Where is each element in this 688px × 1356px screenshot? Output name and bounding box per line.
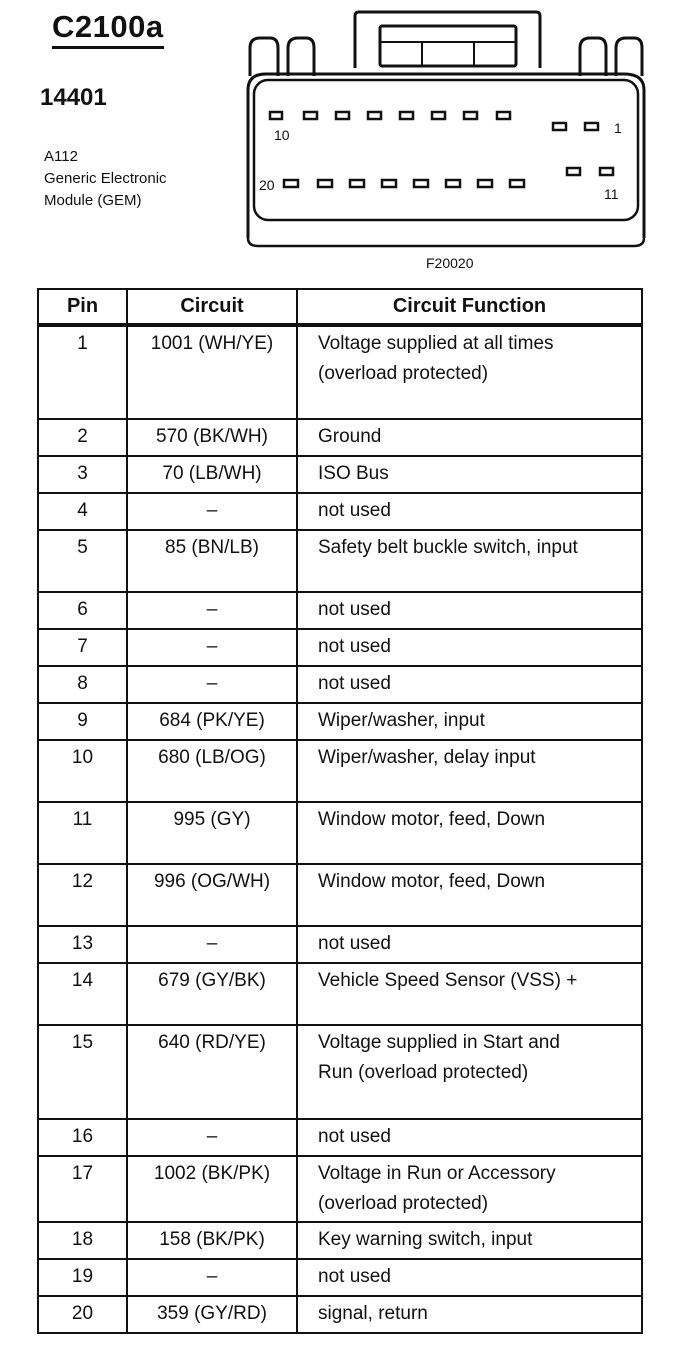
table-row [38,629,642,666]
circuit-function-line: Ground [318,426,382,447]
pin-cavity [336,112,349,119]
connector-face-diagram [240,8,650,248]
circuit-function-line: Wiper/washer, input [318,710,485,731]
circuit-code: 1001 (WH/YE) [127,325,297,419]
circuit-function [297,629,642,666]
table-row [38,493,642,530]
pin-number: 13 [38,926,127,963]
pin-number: 15 [38,1025,127,1119]
circuit-function-line: Safety belt buckle switch, input [318,537,578,558]
pin-cavity [318,180,332,187]
pin-cavity [304,112,317,119]
circuit-code: 359 (GY/RD) [127,1296,297,1333]
circuit-function [297,456,642,493]
pin-cavity [497,112,510,119]
pin-number: 7 [38,629,127,666]
connector-id: C2100a [52,10,164,49]
circuit-code: 680 (LB/OG) [127,740,297,802]
pin-number: 6 [38,592,127,629]
connector-body [248,74,644,238]
pin-cavity [400,112,413,119]
table-row [38,1156,642,1222]
circuit-function-line: (overload protected) [318,1193,489,1214]
circuit-function [297,1296,642,1333]
circuit-function [297,1156,642,1222]
circuit-function-line: ISO Bus [318,463,389,484]
circuit-function [297,666,642,703]
circuit-function-line: Window motor, feed, Down [318,809,546,830]
connector-rib [288,38,314,76]
pin-cavity [432,112,445,119]
table-row [38,926,642,963]
pin-cavity [585,123,598,130]
module-description [44,146,167,212]
circuit-function [297,530,642,592]
circuit-function [297,1259,642,1296]
circuit-code: – [127,666,297,703]
pin-cavity [368,112,381,119]
table-row [38,1259,642,1296]
pin-number: 16 [38,1119,127,1156]
pinout-table [37,288,643,1334]
connector-lock-tab [355,12,540,68]
pin-cavity [284,180,298,187]
circuit-function [297,963,642,1025]
circuit-function [297,926,642,963]
connector-latch [380,26,516,66]
pin-number: 1 [38,325,127,419]
table-row [38,592,642,629]
pin-number: 3 [38,456,127,493]
circuit-function [297,703,642,740]
circuit-function-line: Vehicle Speed Sensor (VSS) + [318,970,578,991]
circuit-code: – [127,926,297,963]
circuit-code: 158 (BK/PK) [127,1222,297,1259]
pin-label-20: 20 [259,177,275,193]
pin-cavity [446,180,460,187]
pin-number: 17 [38,1156,127,1222]
pin-label-1: 1 [614,120,622,136]
description-line: A112 [44,148,78,165]
circuit-code: – [127,1119,297,1156]
pin-number: 20 [38,1296,127,1333]
circuit-code: 679 (GY/BK) [127,963,297,1025]
circuit-code: 995 (GY) [127,802,297,864]
table-row [38,802,642,864]
pin-cavity [510,180,524,187]
table-row [38,1222,642,1259]
connector-rib [250,38,278,76]
pin-cavity [600,168,613,175]
table-row [38,1025,642,1119]
circuit-function-line: Wiper/washer, delay input [318,747,536,768]
pin-number: 10 [38,740,127,802]
circuit-code: 996 (OG/WH) [127,864,297,926]
table-row [38,740,642,802]
table-row [38,419,642,456]
pin-number: 14 [38,963,127,1025]
table-row [38,963,642,1025]
connector-rib [580,38,606,76]
circuit-function [297,864,642,926]
pin-label-11: 11 [604,186,619,202]
circuit-function [297,1222,642,1259]
circuit-function [297,802,642,864]
pin-cavity [553,123,566,130]
pin-cavity [567,168,580,175]
description-line: Generic Electronic [44,170,167,187]
part-number: 14401 [40,84,107,111]
circuit-function-line: Key warning switch, input [318,1229,533,1250]
table-row [38,325,642,419]
table-row [38,456,642,493]
pin-cavity [382,180,396,187]
circuit-code: – [127,629,297,666]
circuit-function-line: not used [318,933,391,954]
pin-cavity [464,112,477,119]
circuit-function-line: signal, return [318,1303,428,1324]
header-circuit: Circuit [127,289,297,325]
table-row [38,530,642,592]
pin-number: 8 [38,666,127,703]
circuit-function [297,325,642,419]
circuit-function [297,740,642,802]
circuit-function-line: not used [318,500,391,521]
circuit-function-line: Window motor, feed, Down [318,871,546,892]
figure-id: F20020 [426,255,474,271]
pin-cavity [478,180,492,187]
header-circuit-function: Circuit Function [297,289,642,325]
circuit-code: 684 (PK/YE) [127,703,297,740]
table-row [38,1119,642,1156]
table-row [38,703,642,740]
pin-cavity [270,112,282,119]
circuit-function-line: not used [318,1126,391,1147]
pin-number: 12 [38,864,127,926]
circuit-code: – [127,493,297,530]
circuit-function [297,419,642,456]
circuit-function-line: not used [318,1266,391,1287]
circuit-function [297,1119,642,1156]
pin-label-10: 10 [274,127,290,143]
circuit-function [297,1025,642,1119]
circuit-function-line: Run (overload protected) [318,1062,529,1083]
pin-cavity [350,180,364,187]
circuit-function-line: not used [318,599,391,620]
circuit-function-line: not used [318,636,391,657]
circuit-code: 85 (BN/LB) [127,530,297,592]
table-row [38,666,642,703]
pin-number: 19 [38,1259,127,1296]
pin-number: 2 [38,419,127,456]
table-row [38,1296,642,1333]
pin-number: 5 [38,530,127,592]
circuit-function-line: not used [318,673,391,694]
circuit-function [297,493,642,530]
circuit-code: 570 (BK/WH) [127,419,297,456]
pin-number: 9 [38,703,127,740]
circuit-code: 640 (RD/YE) [127,1025,297,1119]
circuit-function-line: Voltage supplied in Start and [318,1032,560,1053]
circuit-code: 70 (LB/WH) [127,456,297,493]
pin-cavity [414,180,428,187]
pin-number: 18 [38,1222,127,1259]
circuit-function [297,592,642,629]
pin-number: 4 [38,493,127,530]
circuit-code: – [127,1259,297,1296]
circuit-function-line: Voltage in Run or Accessory [318,1163,556,1184]
header-pin: Pin [38,289,127,325]
table-row [38,864,642,926]
table-header-row [38,289,642,325]
circuit-function-line: Voltage supplied at all times [318,333,554,354]
pin-number: 11 [38,802,127,864]
circuit-function-line: (overload protected) [318,363,489,384]
circuit-code: – [127,592,297,629]
description-line: Module (GEM) [44,192,142,209]
connector-rib [616,38,642,76]
circuit-code: 1002 (BK/PK) [127,1156,297,1222]
